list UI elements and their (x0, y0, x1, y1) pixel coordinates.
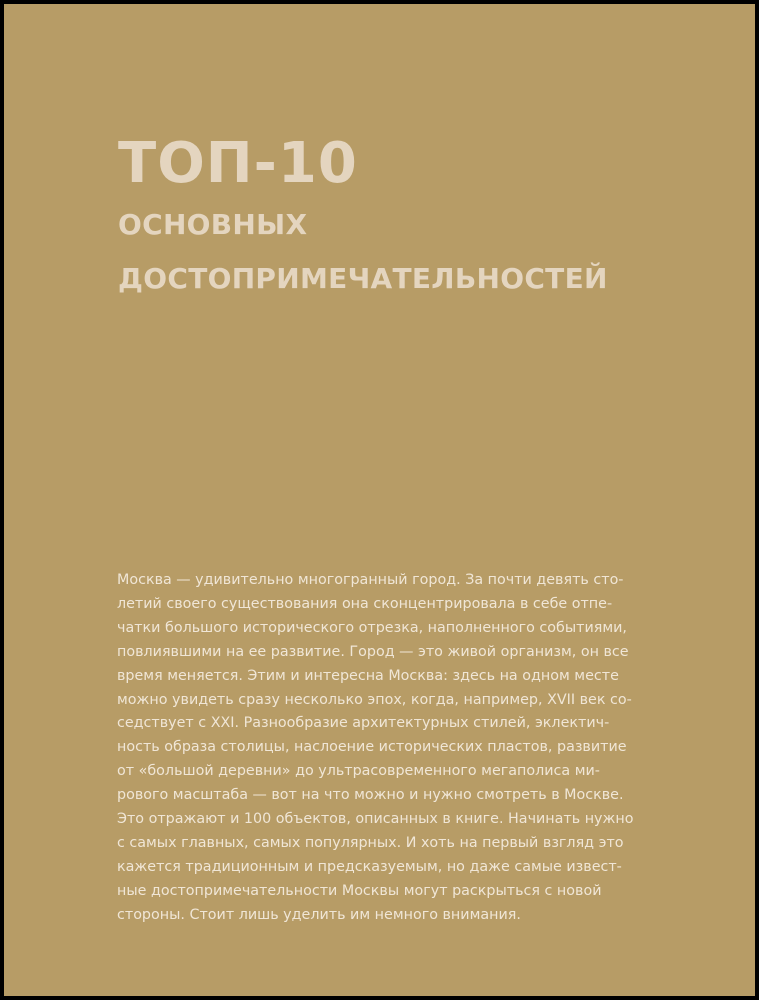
book-page (4, 4, 755, 996)
paragraph-line: ные достопримечательности Москвы могут раскрыться с новой (117, 882, 602, 899)
paragraph-line: Это отражают и 100 объектов, описанных в книге. Начинать нужно (117, 811, 634, 828)
paragraph-line: Москва — удивительно многогранный город. За почти девять сто- (117, 572, 624, 588)
paragraph-line: можно увидеть сразу несколько эпох, когда, например, XVII век со- (117, 691, 632, 708)
paragraph-line: седствует с XXI. Разнообразие архитектурных стилей, эклектич- (117, 715, 610, 732)
intro-paragraph (117, 569, 634, 928)
heading-subtitle-line2: ДОСТОПРИМЕЧАТЕЛЬНОСТЕЙ (118, 262, 608, 295)
paragraph-line: от «большой деревни» до ультрасовременного мегаполиса ми- (117, 763, 600, 780)
paragraph-line: чатки большого исторического отрезка, наполненного событиями, (117, 619, 627, 636)
heading-title: ТОП-10 (118, 131, 358, 196)
paragraph-line: повлиявшими на ее развитие. Город — это живой организм, он все (117, 643, 629, 660)
paragraph-line: летий своего существования она сконцентрировала в себе отпе- (117, 595, 613, 612)
paragraph-line: стороны. Стоит лишь уделить им немного внимания. (117, 906, 521, 923)
paragraph-line: с самых главных, самых популярных. И хоть на первый взгляд это (117, 834, 624, 851)
paragraph-line: ность образа столицы, наслоение исторических пластов, развитие (117, 739, 627, 756)
chapter-heading (118, 132, 608, 306)
paragraph-line: кажется традиционным и предсказуемым, но даже самые извест- (117, 858, 622, 875)
paragraph-line: время меняется. Этим и интересна Москва: здесь на одном месте (117, 667, 619, 684)
heading-subtitle-line1: ОСНОВНЫХ (118, 208, 308, 241)
paragraph-line: рового масштаба — вот на что можно и нужно смотреть в Москве. (117, 787, 624, 804)
